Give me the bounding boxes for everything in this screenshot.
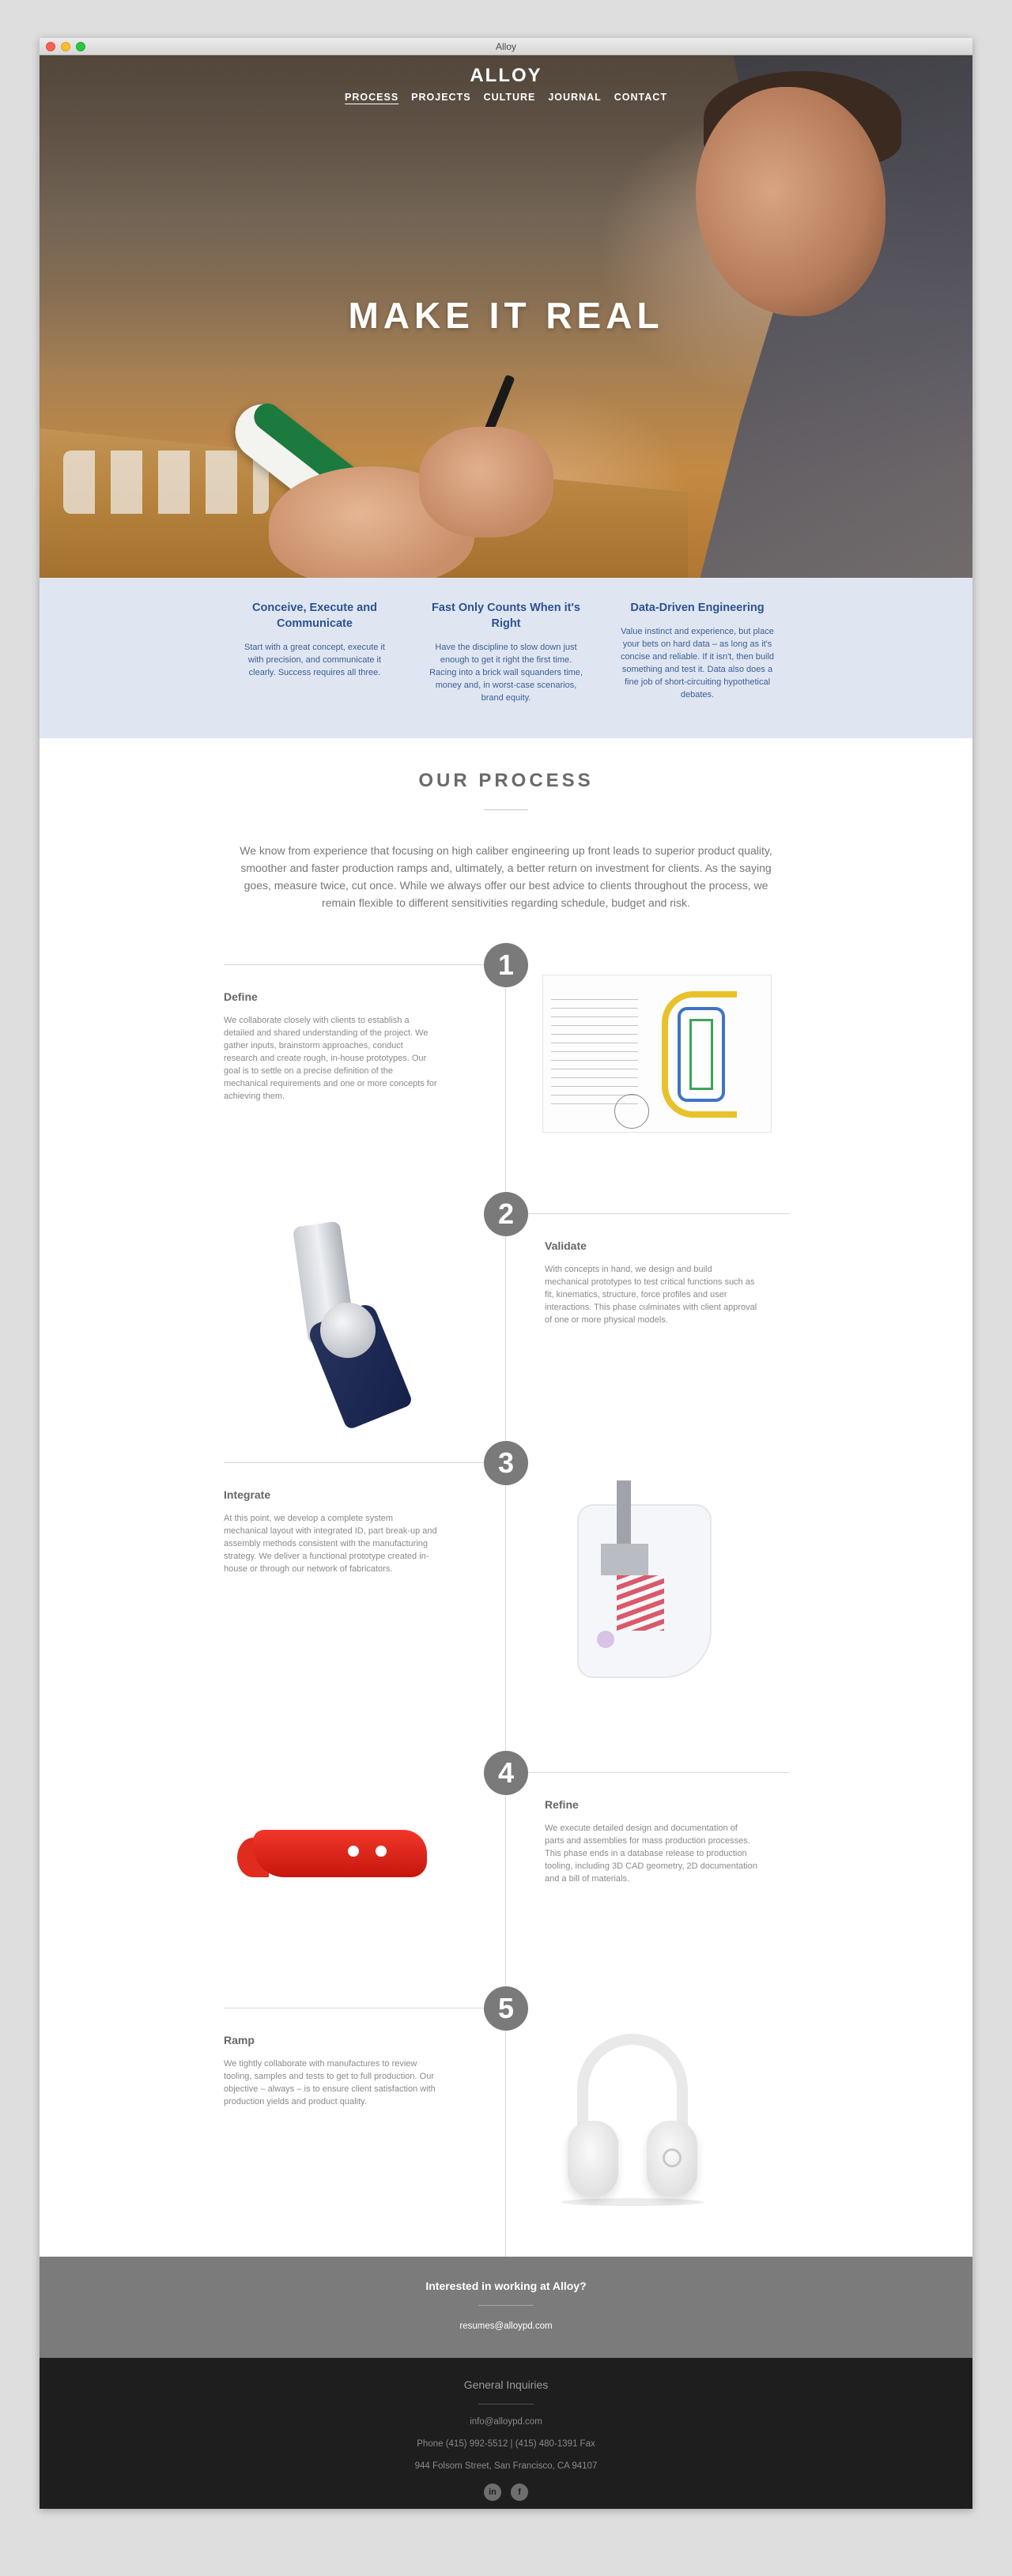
step-title: Validate [545,1239,587,1252]
step-description: We execute detailed design and documentation of parts and assemblies for mass production processes. This phase ends in a database release to production tooling, including 3D CAD geometry, 2D documentation and a bill of materials. [545,1824,757,1884]
footer-email-link[interactable]: info@alloypd.com [470,2417,542,2427]
alloy-logo[interactable]: ALLOY [470,65,542,86]
careers-email-link[interactable]: resumes@alloypd.com [459,2321,553,2331]
hero-head [696,87,886,316]
careers-banner [40,2257,972,2358]
step-number-badge: 5 [484,1986,528,2031]
nav-journal[interactable]: JOURNAL [548,92,602,103]
step-text [224,990,437,1103]
step-number-badge: 4 [484,1751,528,1795]
timeline-line [505,964,506,2257]
hero-hand-right [419,427,553,537]
step-connector [528,1213,789,1214]
title-bar [40,38,972,55]
principle-text: Value instinct and experience, but place your bets on hard data – as long as it's concise and reliable. If it isn't, then build something and test it. Data also does a fine job of short-circuiting hypothetical debates. [620,627,775,700]
step-text [224,2034,437,2108]
principle-data-driven [620,600,775,738]
step-connector [528,1772,789,1773]
process-title: OUR PROCESS [418,770,594,791]
browser-window [40,38,972,2509]
step-description: We tightly collaborate with manufactures to review tooling, samples and tests to get to full production. Our objective – always – is to ensure client satisfaction with production yields and product quality. [224,2059,436,2106]
step-text [545,1798,758,1885]
principle-text: Start with a great concept, execute it with precision, and communicate it clearly. Success requires all three. [244,643,385,677]
step-number-badge: 2 [484,1192,528,1236]
careers-divider [478,2305,534,2306]
nav-culture[interactable]: CULTURE [483,92,536,103]
nav-projects[interactable]: PROJECTS [411,92,471,103]
step-connector [224,1462,485,1463]
main-nav [40,92,972,103]
step-title: Define [224,990,258,1003]
step-description: At this point, we develop a complete system mechanical layout with integrated ID, part break-up and assembly methods consistent with the manufacturing strategy. We deliver a functional prototype created in-house or through our network of fabricators. [224,1514,437,1574]
step-text [545,1239,758,1326]
process-steps [40,943,972,2257]
process-intro: We know from experience that focusing on high caliber engineering up front leads to superior product quality, smoother and faster production ramps and, ultimately, a better return on investment for clients. As the saying goes, measure twice, cut once. While we always offer our best advice to clients throughout the process, we remain flexible to different sensitivities regarding schedule, budget and risk. [240,844,772,909]
principle-fast [429,600,583,738]
step-title: Ramp [224,2034,255,2046]
principle-text: Have the discipline to slow down just enough to get it right the first time. Racing into a brick wall squanders time, money and, in worst-case scenarios, brand equity. [429,643,583,703]
hero [40,55,972,578]
footer-address: 944 Folsom Street, San Francisco, CA 94107 [414,2461,598,2471]
refine-red-part-image [237,1814,443,1893]
step-description: We collaborate closely with clients to establish a detailed and shared understanding of the project. We gather inputs, brainstorm approaches, conduct research and create rough, in-house prototypes. Our goal is to settle on a precise definition of the mechanical requirements and one or more concepts for achieving them. [224,1016,437,1101]
ramp-headphones-image [553,2034,712,2208]
principle-title: Fast Only Counts When it's Right [432,602,580,630]
linkedin-icon[interactable]: in [484,2484,501,2501]
step-number-badge: 1 [484,943,528,987]
integrate-mechanism-image [561,1480,727,1686]
principles [40,578,972,738]
nav-contact[interactable]: CONTACT [614,92,667,103]
social-links [40,2484,972,2501]
validate-hinge-image [269,1224,427,1413]
step-description: With concepts in hand, we design and build mechanical prototypes to test critical functions such as fit, kinematics, structure, force profiles and user interactions. This phase culminates with client approval of one or more physical models. [545,1265,757,1325]
nav-process[interactable]: PROCESS [345,92,399,103]
facebook-icon[interactable]: f [511,2484,528,2501]
footer-heading: General Inquiries [463,2378,549,2391]
step-title: Refine [545,1798,579,1811]
window-title: Alloy [495,41,516,52]
careers-heading: Interested in working at Alloy? [425,2280,587,2292]
step-connector [224,964,485,965]
process-section [40,738,972,2257]
footer [40,2358,972,2509]
principle-conceive [237,600,392,738]
principle-title: Conceive, Execute and Communicate [252,602,377,630]
hero-title: MAKE IT REAL [348,295,664,336]
step-text [224,1488,437,1575]
footer-phone: Phone (415) 992-5512 | (415) 480-1391 Fax [417,2439,595,2449]
step-number-badge: 3 [484,1441,528,1485]
principle-title: Data-Driven Engineering [630,602,765,614]
hero-parts [63,451,269,514]
define-sketch-image [542,975,772,1133]
step-title: Integrate [224,1488,271,1501]
title-divider [484,809,528,810]
